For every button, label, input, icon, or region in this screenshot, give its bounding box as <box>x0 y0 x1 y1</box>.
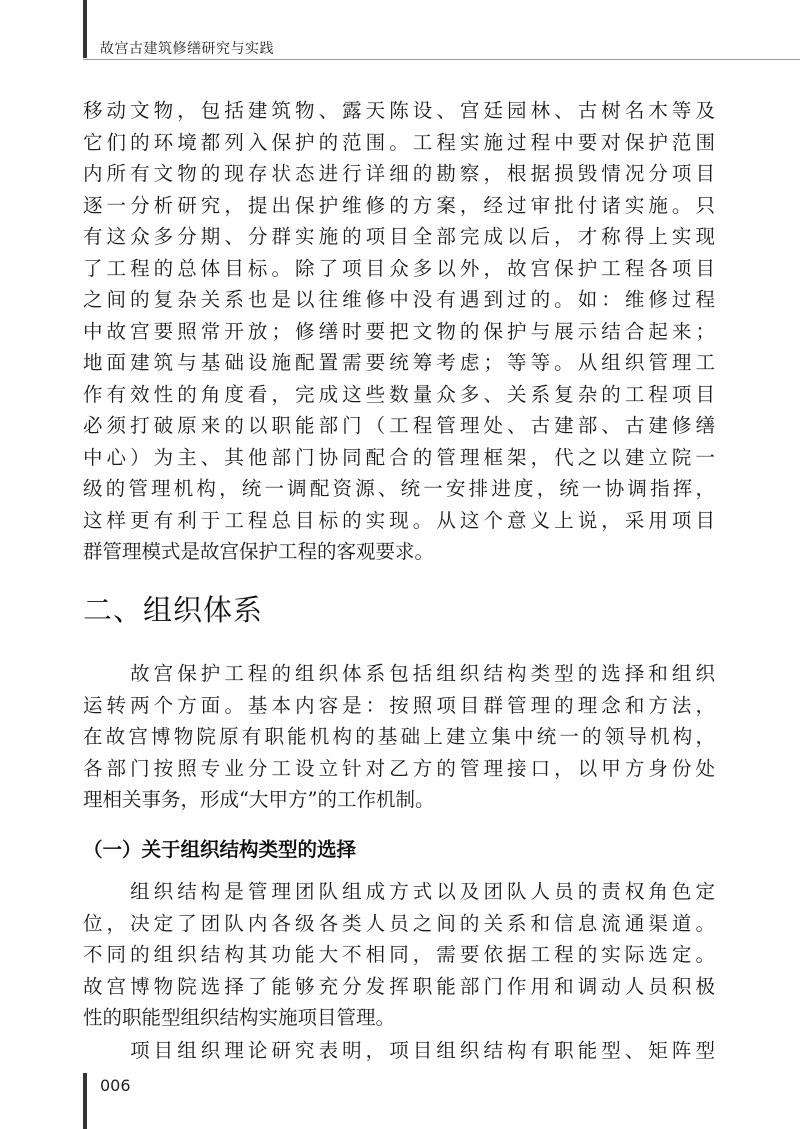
subsection-title: （一）关于组织结构类型的选择 <box>83 838 357 861</box>
text-line: 在故宫博物院原有职能机构的基础上建立集中统一的领导机构， <box>83 725 715 748</box>
text-line: 不同的组织结构其功能大不相同，需要依据工程的实际选定。 <box>83 943 715 966</box>
text-line: 这样更有利于工程总目标的实现。从这个意义上说，采用项目 <box>83 508 715 532</box>
text-line: 了工程的总体目标。除了项目众多以外，故宫保护工程各项目 <box>83 256 715 280</box>
header-accent-bar <box>83 0 87 58</box>
page-number: 006 <box>100 1076 131 1095</box>
text-line: 性的职能型组织结构实施项目管理。 <box>83 1006 396 1029</box>
subsection-paragraph-1 <box>83 876 715 1034</box>
text-line: 故宫博物院选择了能够充分发挥职能部门作用和调动人员积极 <box>83 974 715 998</box>
subsection-paragraph-2 <box>83 1035 715 1067</box>
text-line: 它们的环境都列入保护的范围。工程实施过程中要对保护范围 <box>83 130 715 154</box>
text-line: 运转两个方面。基本内容是：按照项目群管理的理念和方法， <box>83 693 715 717</box>
text-line: 组织结构是管理团队组成方式以及团队人员的责权角色定 <box>83 880 715 903</box>
text-line: 项目组织理论研究表明，项目组织结构有职能型、矩阵型 <box>83 1039 715 1062</box>
text-line: 有这众多分期、分群实施的项目全部完成以后，才称得上实现 <box>83 225 715 248</box>
text-line: 逐一分析研究，提出保护维修的方案，经过审批付诸实施。只 <box>83 193 715 217</box>
text-line: 故宫保护工程的组织体系包括组织结构类型的选择和组织 <box>83 662 715 685</box>
footer-accent-bar <box>83 1073 87 1129</box>
text-line: 地面建筑与基础设施配置需要统筹考虑；等等。从组织管理工 <box>83 351 715 374</box>
section-title: 二、组织体系 <box>83 593 264 627</box>
text-line: 作有效性的角度看，完成这些数量众多、关系复杂的工程项目 <box>83 382 715 406</box>
text-line: 内所有文物的现存状态进行详细的勘察，根据损毁情况分项目 <box>83 162 715 185</box>
running-head-title: 故宫古建筑修缮研究与实践 <box>100 41 274 57</box>
text-line: 中心）为主、其他部门协同配合的管理框架，代之以建立院一 <box>83 445 715 469</box>
text-line: 中故宫要照常开放；修缮时要把文物的保护与展示结合起来； <box>83 319 715 343</box>
section-intro-paragraph <box>83 658 715 816</box>
text-line: 移动文物，包括建筑物、露天陈设、宫廷园林、古树名木等及 <box>83 99 715 122</box>
text-line: 之间的复杂关系也是以往维修中没有遇到过的。如：维修过程 <box>83 288 715 311</box>
text-line: 位，决定了团队内各级各类人员之间的关系和信息流通渠道。 <box>83 911 715 935</box>
header-rule <box>83 59 800 60</box>
text-line: 各部门按照专业分工设立针对乙方的管理接口，以甲方身份处 <box>83 756 715 780</box>
text-line: 级的管理机构，统一调配资源、统一安排进度，统一协调指挥， <box>83 477 715 500</box>
continued-paragraph <box>83 95 715 568</box>
text-line: 必须打破原来的以职能部门（工程管理处、古建部、古建修缮 <box>83 414 715 437</box>
text-line: 群管理模式是故宫保护工程的客观要求。 <box>83 540 435 563</box>
text-line: 理相关事务，形成“大甲方”的工作机制。 <box>83 788 435 811</box>
